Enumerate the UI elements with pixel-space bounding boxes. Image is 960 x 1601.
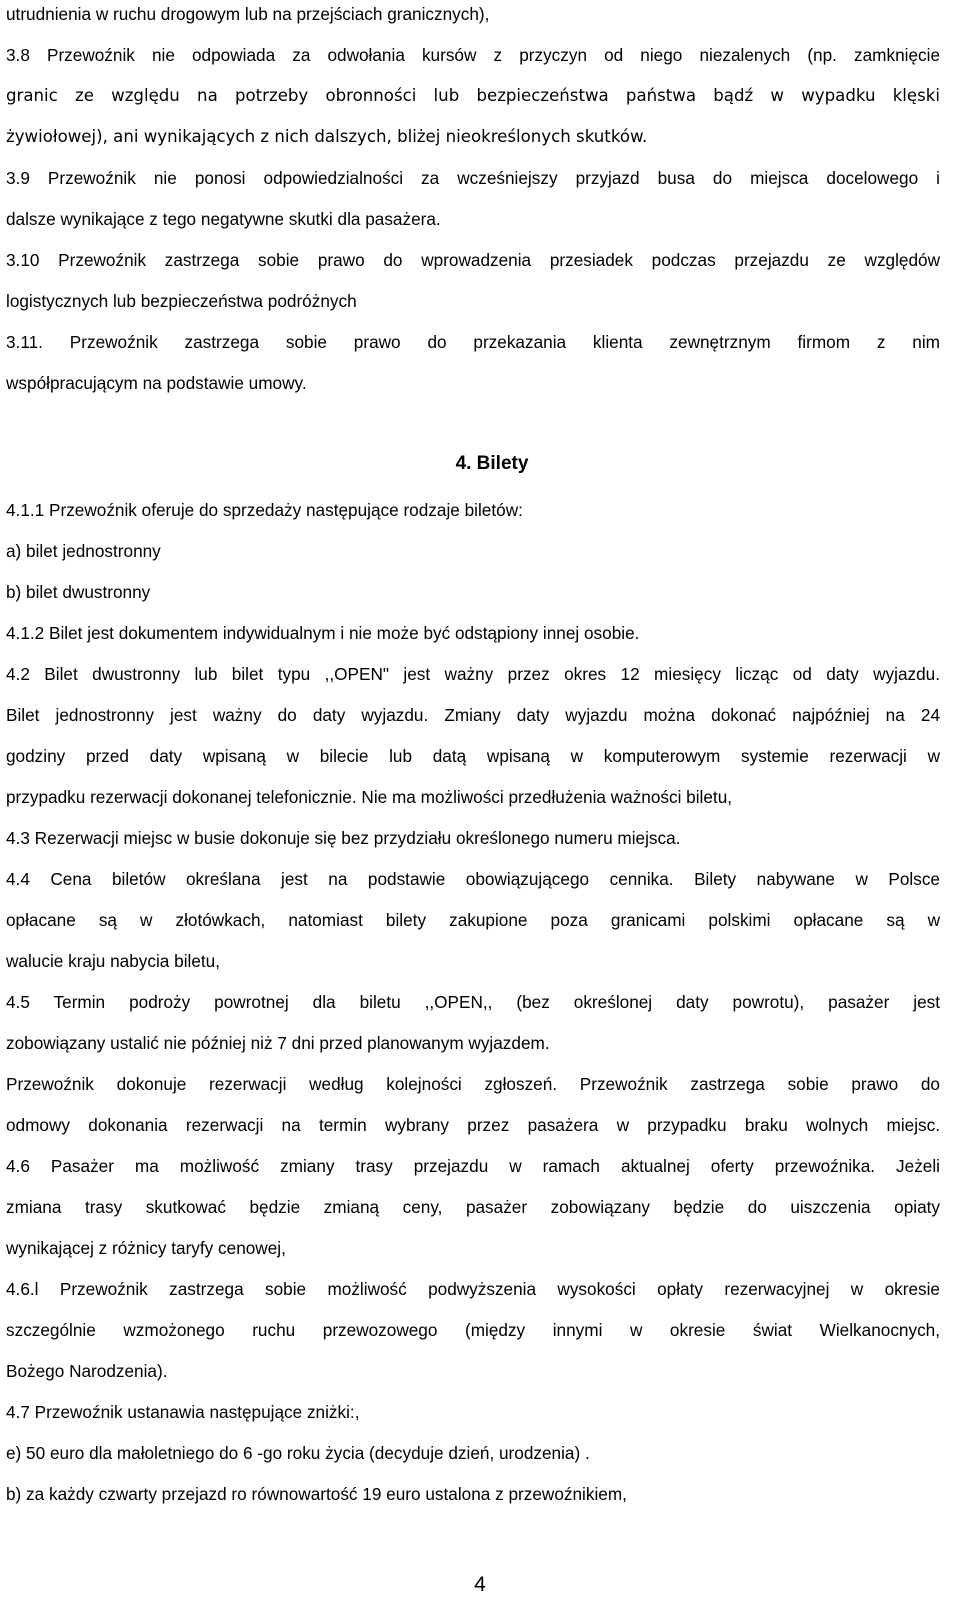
section-heading-text: 4. Bilety	[455, 453, 529, 474]
text-line: wynikającej z różnicy taryfy cenowej,	[6, 1238, 286, 1258]
text-line: 3.8 Przewoźnik nie odpowiada za odwołania kursów z przyczyn od niego niezalenych (np. zamknięcie	[6, 45, 940, 65]
text-line: 4.6.l Przewoźnik zastrzega sobie możliwość podwyższenia wysokości opłaty rezerwacyjnej w okresie	[6, 1279, 940, 1299]
text-line: e) 50 euro dla małoletniego do 6 -go roku życia (decyduje dzień, urodzenia) .	[6, 1443, 590, 1463]
text-line: Przewoźnik dokonuje rezerwacji według kolejności zgłoszeń. Przewoźnik zastrzega sobie prawo do	[6, 1074, 940, 1094]
text-line: 4.4 Cena biletów określana jest na podstawie obowiązującego cennika. Bilety nabywane w Polsce	[6, 869, 940, 889]
text-line: 3.10 Przewoźnik zastrzega sobie prawo do wprowadzenia przesiadek podczas przejazdu ze względów	[6, 250, 940, 270]
text-line: 3.9 Przewoźnik nie ponosi odpowiedzialności za wcześniejszy przyjazd busa do miejsca docelowego i	[6, 168, 940, 188]
text-line: opłacane są w złotówkach, natomiast bilety zakupione poza granicami polskimi opłacane są w	[6, 910, 940, 930]
text-line: zmiana trasy skutkować będzie zmianą ceny, pasażer zobowiązany będzie do uiszczenia opiaty	[6, 1197, 940, 1217]
text-line: granic ze względu na potrzeby obronności lub bezpieczeństwa państwa bądź w wypadku klęski	[6, 86, 940, 105]
text-line: odmowy dokonania rezerwacji na termin wybrany przez pasażera w przypadku braku wolnych miejsc.	[6, 1115, 940, 1135]
text-line: a) bilet jednostronny	[6, 541, 161, 561]
text-line: zobowiązany ustalić nie później niż 7 dni przed planowanym wyjazdem.	[6, 1033, 550, 1053]
text-line: 3.11. Przewoźnik zastrzega sobie prawo do przekazania klienta zewnętrznym firmom z nim	[6, 332, 940, 352]
text-line: b) za każdy czwarty przejazd ro równowartość 19 euro ustalona z przewoźnikiem,	[6, 1484, 627, 1504]
text-line: Bożego Narodzenia).	[6, 1361, 168, 1381]
text-line: 4.1.1 Przewoźnik oferuje do sprzedaży następujące rodzaje biletów:	[6, 500, 523, 520]
text-line: b) bilet dwustronny	[6, 582, 151, 602]
text-line: dalsze wynikające z tego negatywne skutki dla pasażera.	[6, 209, 441, 229]
text-line: przypadku rezerwacji dokonanej telefonicznie. Nie ma możliwości przedłużenia ważności biletu,	[6, 787, 733, 807]
text-line: 4.5 Termin podroży powrotnej dla biletu ,,OPEN,, (bez określonej daty powrotu), pasażer jest	[6, 992, 940, 1012]
text-line: 4.6 Pasażer ma możliwość zmiany trasy przejazdu w ramach aktualnej oferty przewoźnika. Jeżeli	[6, 1156, 940, 1176]
text-line: walucie kraju nabycia biletu,	[6, 951, 221, 971]
text-line: 4.2 Bilet dwustronny lub bilet typu ,,OPEN" jest ważny przez okres 12 miesięcy licząc od daty wyjazdu.	[6, 664, 940, 684]
text-line: 4.1.2 Bilet jest dokumentem indywidualnym i nie może być odstąpiony innej osobie.	[6, 623, 640, 643]
page-number: 4	[474, 1573, 486, 1596]
text-line: godziny przed daty wpisaną w bilecie lub datą wpisaną w komputerowym systemie rezerwacji w	[6, 746, 940, 766]
section-heading	[0, 452, 960, 476]
text-line: logistycznych lub bezpieczeństwa podróżnych	[6, 291, 357, 311]
text-line: współpracującym na podstawie umowy.	[6, 373, 307, 393]
text-line: utrudnienia w ruchu drogowym lub na przejściach granicznych),	[6, 4, 490, 24]
text-line: 4.7 Przewoźnik ustanawia następujące zniżki:,	[6, 1402, 360, 1422]
text-line: żywiołowej), ani wynikających z nich dalszych, bliżej nieokreślonych skutków.	[6, 127, 648, 146]
text-line: szczególnie wzmożonego ruchu przewozowego (między innymi w okresie świat Wielkanocnych,	[6, 1320, 940, 1340]
text-line: 4.3 Rezerwacji miejsc w busie dokonuje się bez przydziału określonego numeru miejsca.	[6, 828, 681, 848]
text-line: Bilet jednostronny jest ważny do daty wyjazdu. Zmiany daty wyjazdu można dokonać najpóźniej na 24	[6, 705, 940, 725]
